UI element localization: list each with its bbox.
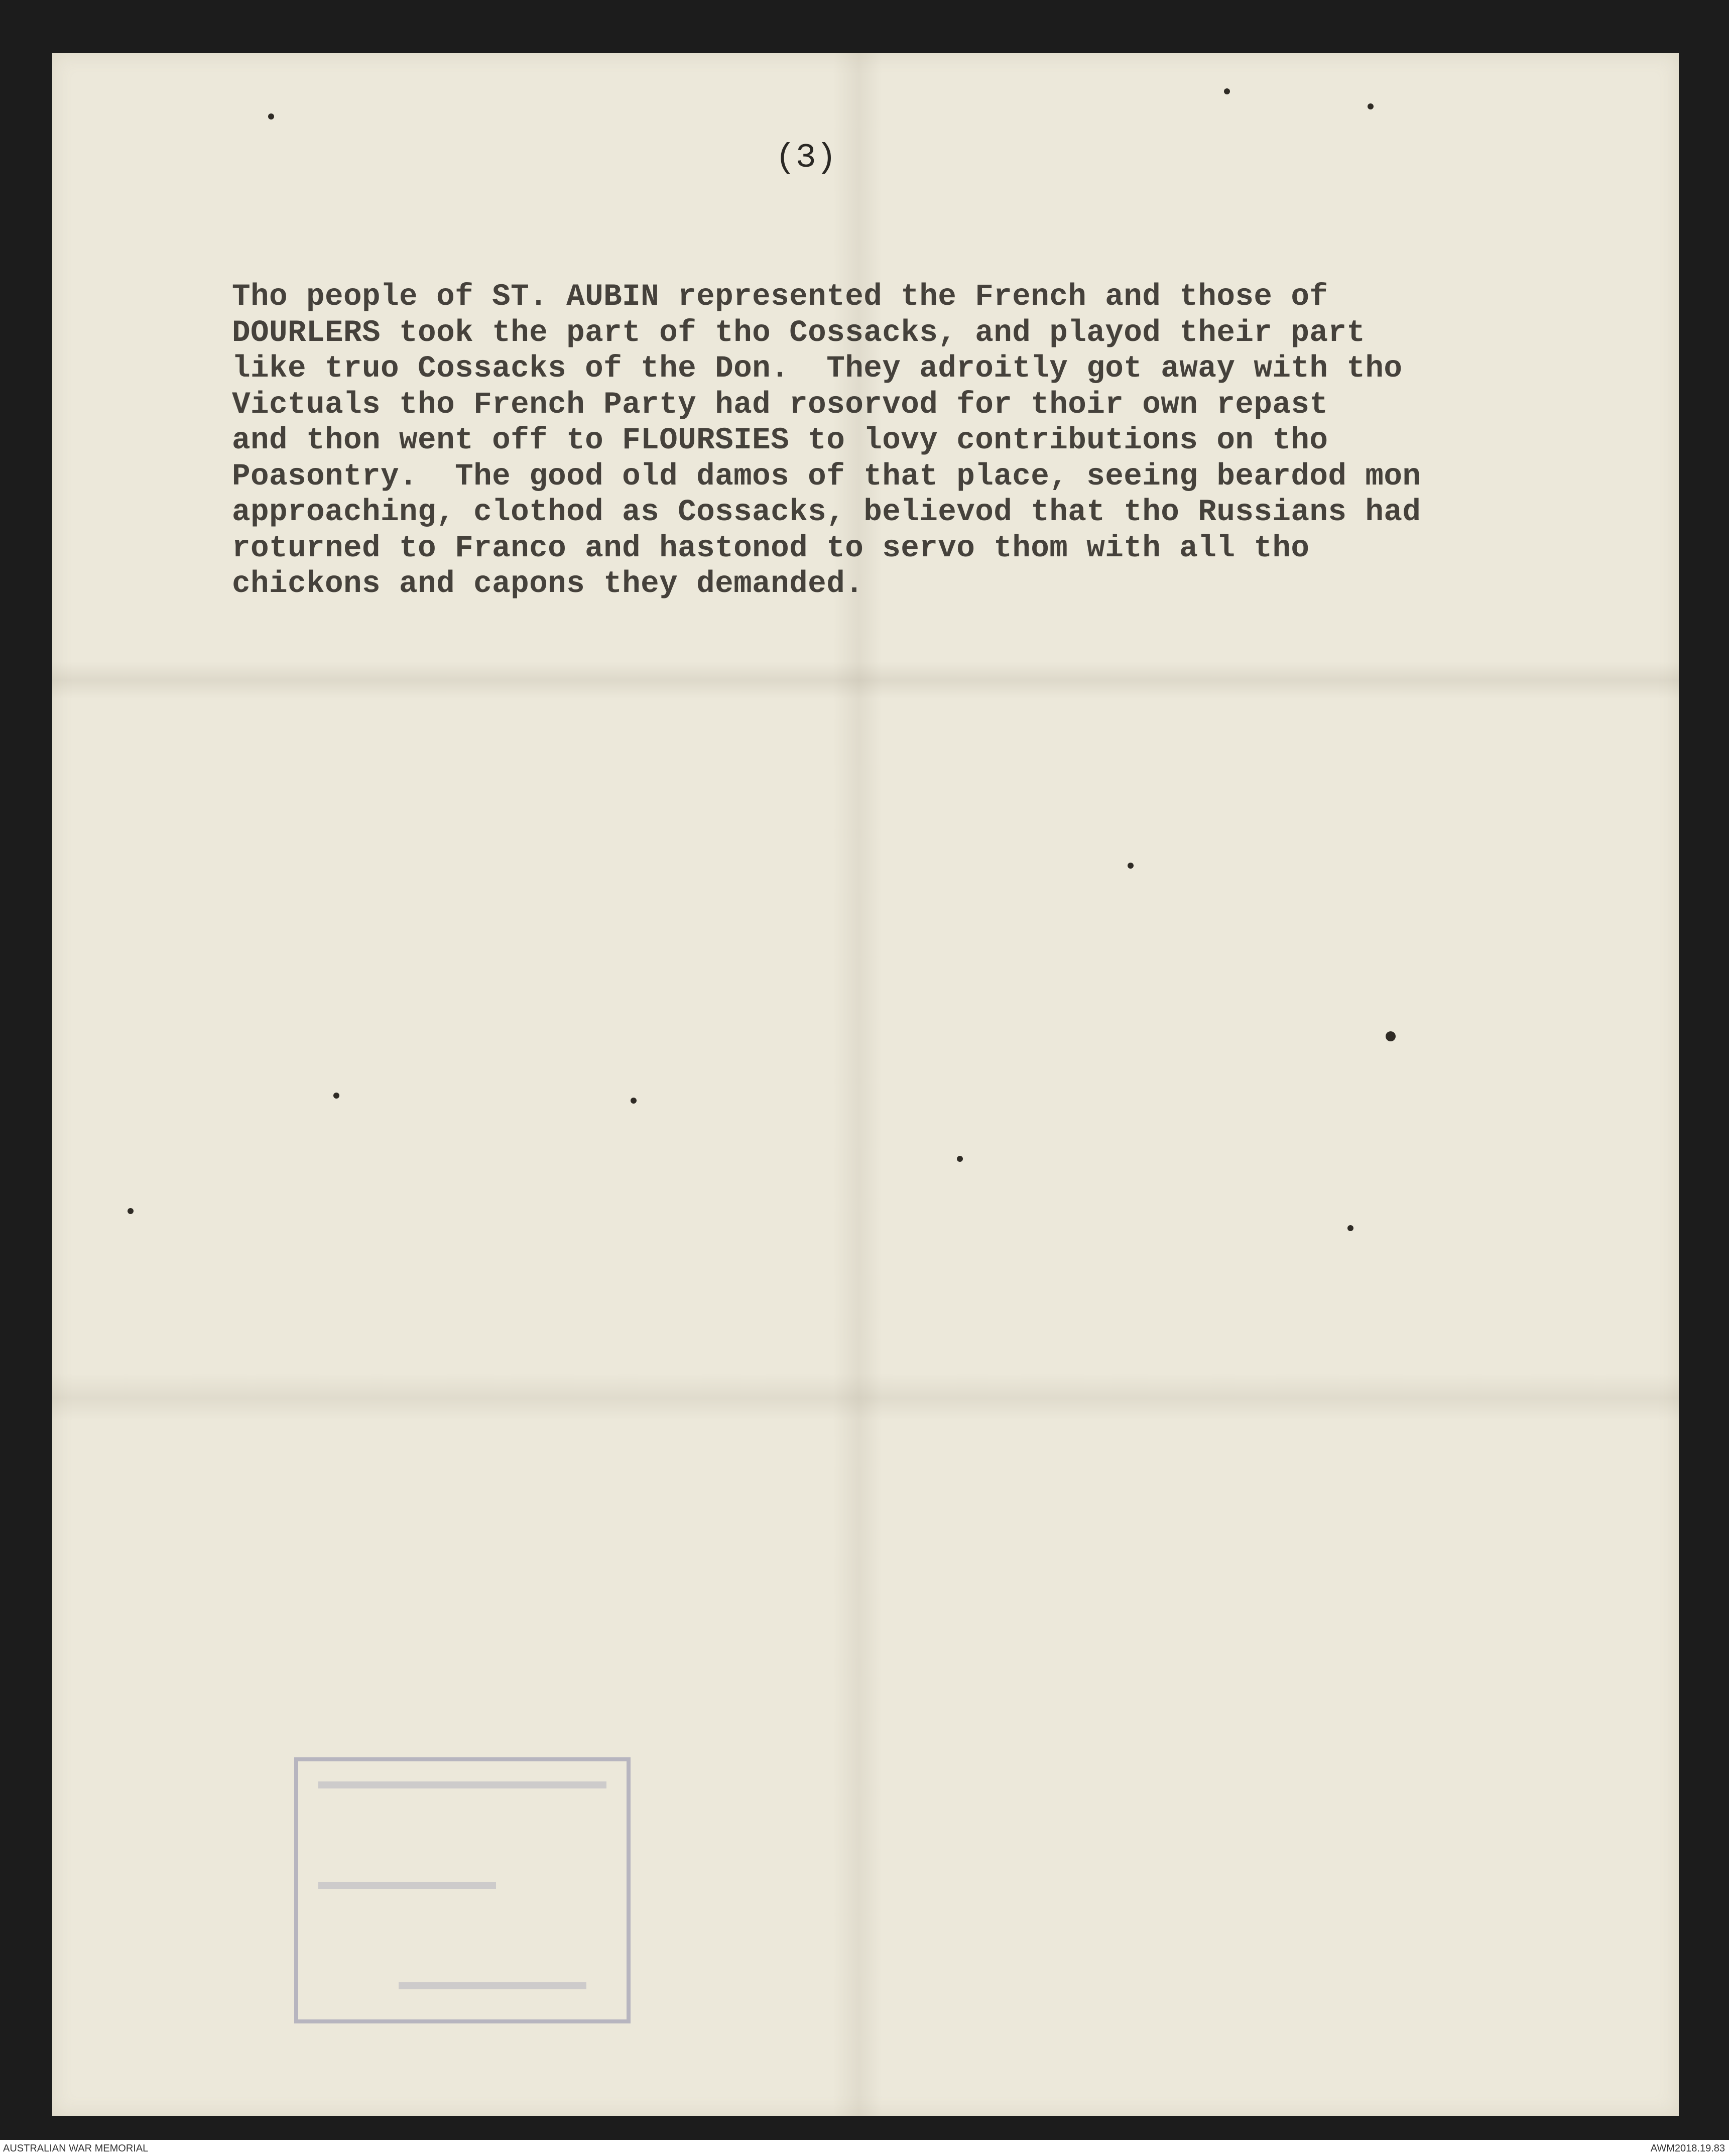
stamp-mark [318, 1882, 496, 1889]
text-line: roturned to Franco and hastonod to servo thom with all tho [232, 531, 1310, 566]
paper-speck [1224, 88, 1230, 94]
footer-accession-number: AWM2018.19.83 [1650, 2143, 1725, 2154]
text-line: chickons and capons they demanded. [232, 567, 864, 602]
paper-speck [333, 1093, 339, 1099]
text-line: Tho people of ST. AUBIN represented the French and those of [232, 280, 1328, 314]
faded-stamp [294, 1757, 631, 2023]
text-line: and thon went off to FLOURSIES to lovy contributions on tho [232, 423, 1328, 458]
stamp-mark [318, 1781, 606, 1788]
paper-speck [1347, 1225, 1353, 1231]
text-line: Victuals tho French Party had rosorvod for thoir own repast [232, 387, 1328, 422]
typed-paragraph [232, 279, 1638, 603]
text-line: approaching, clothod as Cossacks, believod that tho Russians had [232, 495, 1421, 530]
stamp-mark [399, 1982, 586, 1989]
paper-speck [1368, 103, 1374, 109]
paper-speck [631, 1098, 637, 1104]
paper-speck [1386, 1031, 1396, 1041]
paper-speck [1128, 863, 1134, 869]
page-number: (3) [775, 139, 837, 177]
paper-speck [128, 1208, 134, 1214]
text-line: like truo Cossacks of the Don. They adroitly got away with tho [232, 351, 1403, 386]
paper-speck [957, 1156, 963, 1162]
footer [0, 2141, 1729, 2156]
footer-credit: AUSTRALIAN WAR MEMORIAL [3, 2143, 149, 2154]
paper-speck [268, 113, 274, 119]
text-line: DOURLERS took the part of tho Cossacks, and playod their part [232, 315, 1366, 350]
document-page [52, 53, 1679, 2116]
text-line: Poasontry. The good old damos of that place, seeing beardod mon [232, 459, 1421, 494]
